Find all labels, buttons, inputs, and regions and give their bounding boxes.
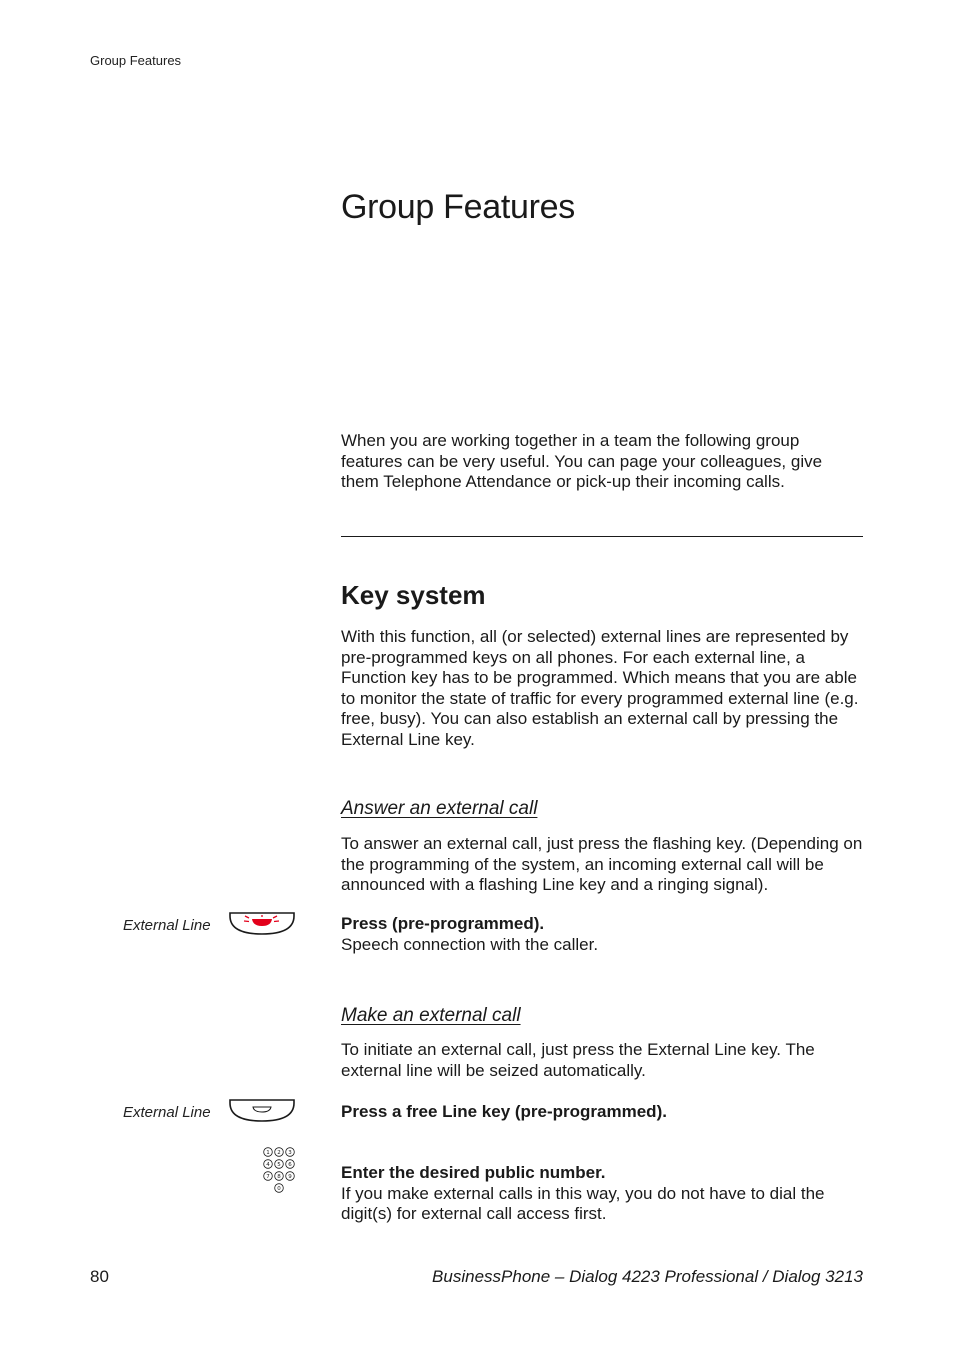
line-key-icon	[228, 1097, 298, 1125]
make-step2-action: Enter the desired public number.	[341, 1163, 606, 1182]
answer-step-action: Press (pre-programmed).	[341, 914, 545, 933]
keypad-digit-6: 6	[288, 1162, 292, 1168]
keypad-digit-4: 4	[266, 1162, 270, 1168]
keypad-digit-9: 9	[288, 1174, 292, 1180]
make-step1-action: Press a free Line key (pre-programmed).	[341, 1102, 667, 1121]
page-title: Group Features	[341, 188, 575, 226]
make-step2	[341, 1163, 863, 1225]
make-step2-result: If you make external calls in this way, you do not have to dial the digit(s) for external call access first.	[341, 1183, 825, 1223]
keypad-digit-8: 8	[277, 1174, 281, 1180]
flashing-line-key-icon	[228, 910, 298, 938]
intro-paragraph: When you are working together in a team the following group features can be very useful. You can page your colleagues, give them Telephone Attendance or pick-up their incoming calls.	[341, 431, 823, 491]
answer-step	[341, 914, 863, 955]
running-header: Group Features	[90, 53, 182, 68]
page-number: 80	[90, 1267, 109, 1286]
external-line-label: External Line	[123, 917, 211, 934]
section-heading-key-system: Key system	[341, 580, 486, 610]
keypad-digit-3: 3	[288, 1150, 292, 1156]
answer-step-result: Speech connection with the caller.	[341, 934, 599, 954]
keypad-digit-5: 5	[277, 1162, 281, 1168]
make-paragraph: To initiate an external call, just press the External Line key. The external line will be seized automatically.	[341, 1040, 815, 1080]
footer-document-title: BusinessPhone – Dialog 4223 Professional / Dialog 3213	[432, 1267, 863, 1286]
keypad-digit-1: 1	[266, 1150, 270, 1156]
answer-paragraph: To answer an external call, just press the flashing key. (Depending on the programming of the system, an incoming external call will be announced with a flashing Line key and a ringing signal).	[341, 834, 863, 894]
keypad-digit-7: 7	[266, 1174, 270, 1180]
subheading-answer-external-call: Answer an external call	[341, 798, 538, 819]
keypad-icon	[262, 1146, 298, 1196]
key-system-paragraph: With this function, all (or selected) external lines are represented by pre-programmed keys on all phones. For each external line, a Function key has to be programmed. Which means that you are able to monitor the state of traffic for every programmed external line (e.g. free, busy). You can also establish an external call by pressing the External Line key.	[341, 627, 859, 749]
keypad-digit-0: 0	[277, 1186, 281, 1192]
keypad-digit-2: 2	[277, 1150, 281, 1156]
section-divider	[341, 536, 863, 537]
subheading-make-external-call: Make an external call	[341, 1005, 521, 1026]
external-line-label-2: External Line	[123, 1104, 211, 1121]
